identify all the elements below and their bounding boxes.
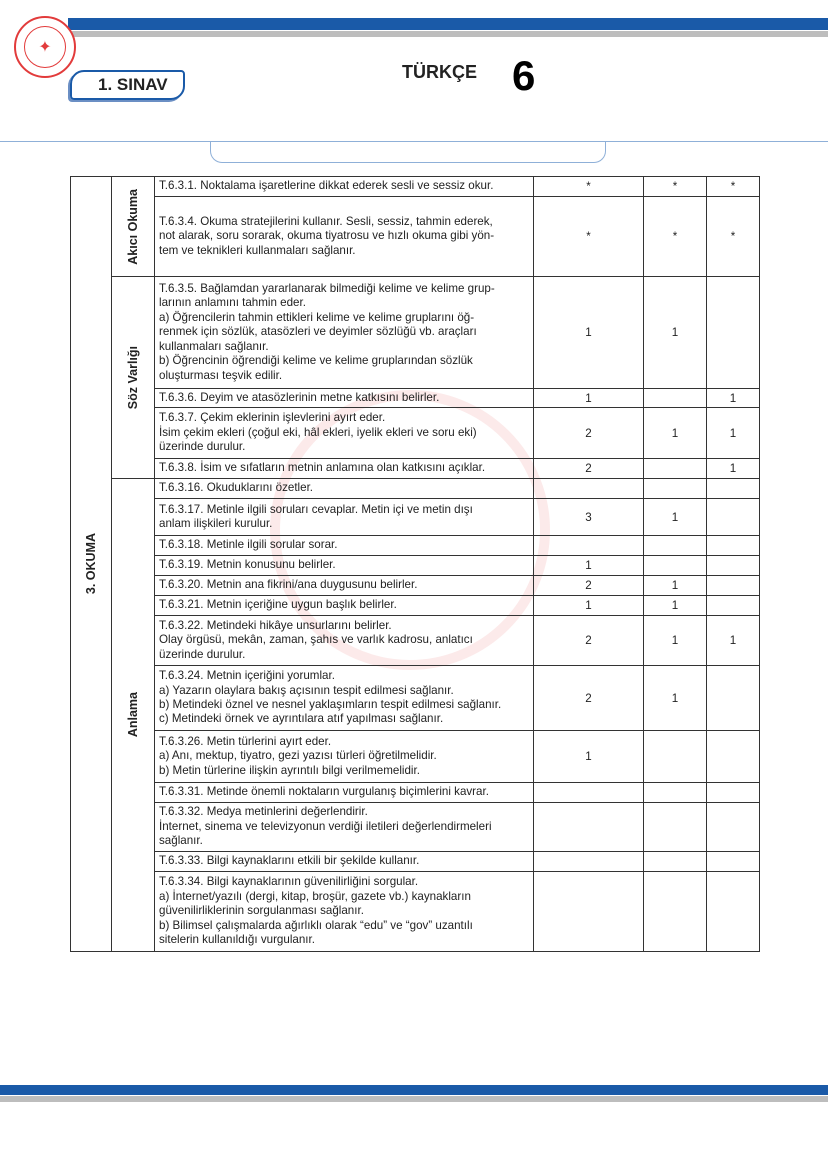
question-count-cell: * [644,197,707,277]
question-count-cell: 2 [534,616,644,666]
outcome-text: T.6.3.24. Metnin içeriğini yorumlar. a) Yazarın olaylara bakış açısının tespit edilmesi sağlanır. b) Metindeki öznel ve nesnel yaklaşımların tespit edilmesi sağlanır. c) Metindeki örnek ve ayrıntılara atıf yapılması sağlanır. [155,666,534,731]
question-count-cell: 1 [707,459,760,479]
table-row [71,459,760,479]
table-row [71,479,760,499]
question-count-cell [707,731,760,783]
table-row [71,616,760,666]
outcome-text: T.6.3.1. Noktalama işaretlerine dikkat ederek sesli ve sessiz okur. [155,177,534,197]
question-count-cell [707,783,760,803]
question-count-cell: 1 [644,666,707,731]
question-count-cell [644,731,707,783]
outcome-text: T.6.3.8. İsim ve sıfatların metnin anlamına olan katkısını açıklar. [155,459,534,479]
question-count-cell [707,803,760,852]
question-count-cell: 1 [644,576,707,596]
table-row [71,803,760,852]
question-count-cell: 1 [644,616,707,666]
table-row [71,197,760,277]
section-cell [71,177,112,952]
table-row [71,783,760,803]
group-label: Söz Varlığı [126,345,140,410]
table-row [71,408,760,459]
group-cell [112,479,155,952]
question-count-cell [644,556,707,576]
question-count-cell [644,536,707,556]
question-count-cell: * [707,177,760,197]
table-row [71,499,760,536]
question-count-cell [534,872,644,952]
question-count-cell [707,576,760,596]
question-count-cell [707,479,760,499]
exam-label: 1. SINAV [70,70,185,100]
table-row [71,666,760,731]
question-count-cell: 2 [534,459,644,479]
grade-number: 6 [512,52,536,99]
question-count-cell [644,389,707,408]
question-count-cell: 1 [707,389,760,408]
outcome-text: T.6.3.19. Metnin konusunu belirler. [155,556,534,576]
outcome-text: T.6.3.4. Okuma stratejilerini kullanır. Sesli, sessiz, tahmin ederek, not alarak, soru sorarak, okuma tiyatrosu ve hızlı okuma gibi yön- tem ve teknikleri kullanmaları sağlanır. [155,197,534,277]
group-label: Akıcı Okuma [126,188,140,265]
outcomes-table [70,176,760,952]
outcome-text: T.6.3.16. Okuduklarını özetler. [155,479,534,499]
question-count-cell [707,596,760,616]
outcome-text: T.6.3.22. Metindeki hikâye unsurlarını belirler. Olay örgüsü, mekân, zaman, şahıs ve varlık kadrosu, anlatıcı üzerinde durulur. [155,616,534,666]
table-row [71,177,760,197]
outcome-text: T.6.3.5. Bağlamdan yararlanarak bilmediği kelime ve kelime grup- larının anlamını tahmin eder. a) Öğrencilerin tahmin ettikleri kelime ve kelime gruplarını öğ- renmek için sözlük, atasözleri ve deyimler sözlüğü vb. araçları kullanmaları sağlanır. b) Öğrencinin öğrendiği kelime ve kelime gruplarından sözlük oluşturması teşvik edilir. [155,277,534,389]
footer-gray-bar [0,1096,828,1102]
outcome-text: T.6.3.34. Bilgi kaynaklarının güvenilirliğini sorgular. a) İnternet/yazılı (dergi, kitap, broşür, gazete vb.) kaynakların güvenilirliklerinin sorgulanması sağlanır. b) Bilimsel çalışmalarda ağırlıklı olarak “edu” ve “gov” uzantılı sitelerin kullanıldığı vurgulanır. [155,872,534,952]
question-count-cell [644,872,707,952]
question-count-cell [707,536,760,556]
question-count-cell [534,803,644,852]
group-cell [112,177,155,277]
question-count-cell [534,479,644,499]
question-count-cell: 1 [707,616,760,666]
table-row [71,556,760,576]
question-count-cell [707,499,760,536]
outcome-text: T.6.3.6. Deyim ve atasözlerinin metne katkısını belirler. [155,389,534,408]
table-row [71,596,760,616]
outcome-text: T.6.3.26. Metin türlerini ayırt eder. a) Anı, mektup, tiyatro, gezi yazısı türleri öğretilmelidir. b) Metin türlerine ilişkin ayrıntılı bilgi verilmemelidir. [155,731,534,783]
question-count-cell: 1 [534,277,644,389]
header-tab-shape [210,141,606,163]
question-count-cell: * [534,197,644,277]
outcome-text: T.6.3.18. Metinle ilgili sorular sorar. [155,536,534,556]
question-count-cell: * [644,177,707,197]
table-row [71,731,760,783]
question-count-cell: 1 [644,499,707,536]
question-count-cell [644,783,707,803]
question-count-cell: * [707,197,760,277]
question-count-cell: * [534,177,644,197]
question-count-cell: 1 [644,277,707,389]
question-count-cell: 1 [644,408,707,459]
question-count-cell: 2 [534,408,644,459]
question-count-cell: 3 [534,499,644,536]
question-count-cell [534,783,644,803]
table-row [71,536,760,556]
question-count-cell: 1 [534,596,644,616]
question-count-cell [707,666,760,731]
question-count-cell [707,556,760,576]
question-count-cell: 2 [534,666,644,731]
question-count-cell [644,803,707,852]
header-blue-bar [68,18,828,30]
table-row [71,872,760,952]
table-row [71,852,760,872]
table-row [71,576,760,596]
question-count-cell [707,872,760,952]
outcome-text: T.6.3.17. Metinle ilgili soruları cevaplar. Metin içi ve metin dışı anlam ilişkileri kurulur. [155,499,534,536]
question-count-cell: 2 [534,576,644,596]
subject-title: TÜRKÇE [402,62,477,82]
footer-blue-bar [0,1085,828,1095]
question-count-cell [644,479,707,499]
header-gray-bar [72,31,828,37]
group-cell [112,277,155,479]
section-label: 3. OKUMA [84,533,98,595]
group-label: Anlama [126,692,140,738]
question-count-cell: 1 [534,389,644,408]
table-row [71,277,760,389]
question-count-cell [534,536,644,556]
question-count-cell: 1 [534,556,644,576]
question-count-cell: 1 [534,731,644,783]
ministry-logo-icon: ✦ [14,16,76,78]
question-count-cell [707,277,760,389]
table-row [71,389,760,408]
outcome-text: T.6.3.20. Metnin ana fikrini/ana duygusunu belirler. [155,576,534,596]
question-count-cell [534,852,644,872]
outcome-text: T.6.3.31. Metinde önemli noktaların vurgulanış biçimlerini kavrar. [155,783,534,803]
outcome-text: T.6.3.21. Metnin içeriğine uygun başlık belirler. [155,596,534,616]
question-count-cell: 1 [707,408,760,459]
question-count-cell [707,852,760,872]
outcome-text: T.6.3.32. Medya metinlerini değerlendirir. İnternet, sinema ve televizyonun verdiği iletileri değerlendirmeleri sağlanır. [155,803,534,852]
outcome-text: T.6.3.33. Bilgi kaynaklarını etkili bir şekilde kullanır. [155,852,534,872]
question-count-cell: 1 [644,596,707,616]
question-count-cell [644,852,707,872]
question-count-cell [644,459,707,479]
outcome-text: T.6.3.7. Çekim eklerinin işlevlerini ayırt eder. İsim çekim ekleri (çoğul eki, hâl ekleri, iyelik ekleri ve soru eki) üzerinde durulur. [155,408,534,459]
